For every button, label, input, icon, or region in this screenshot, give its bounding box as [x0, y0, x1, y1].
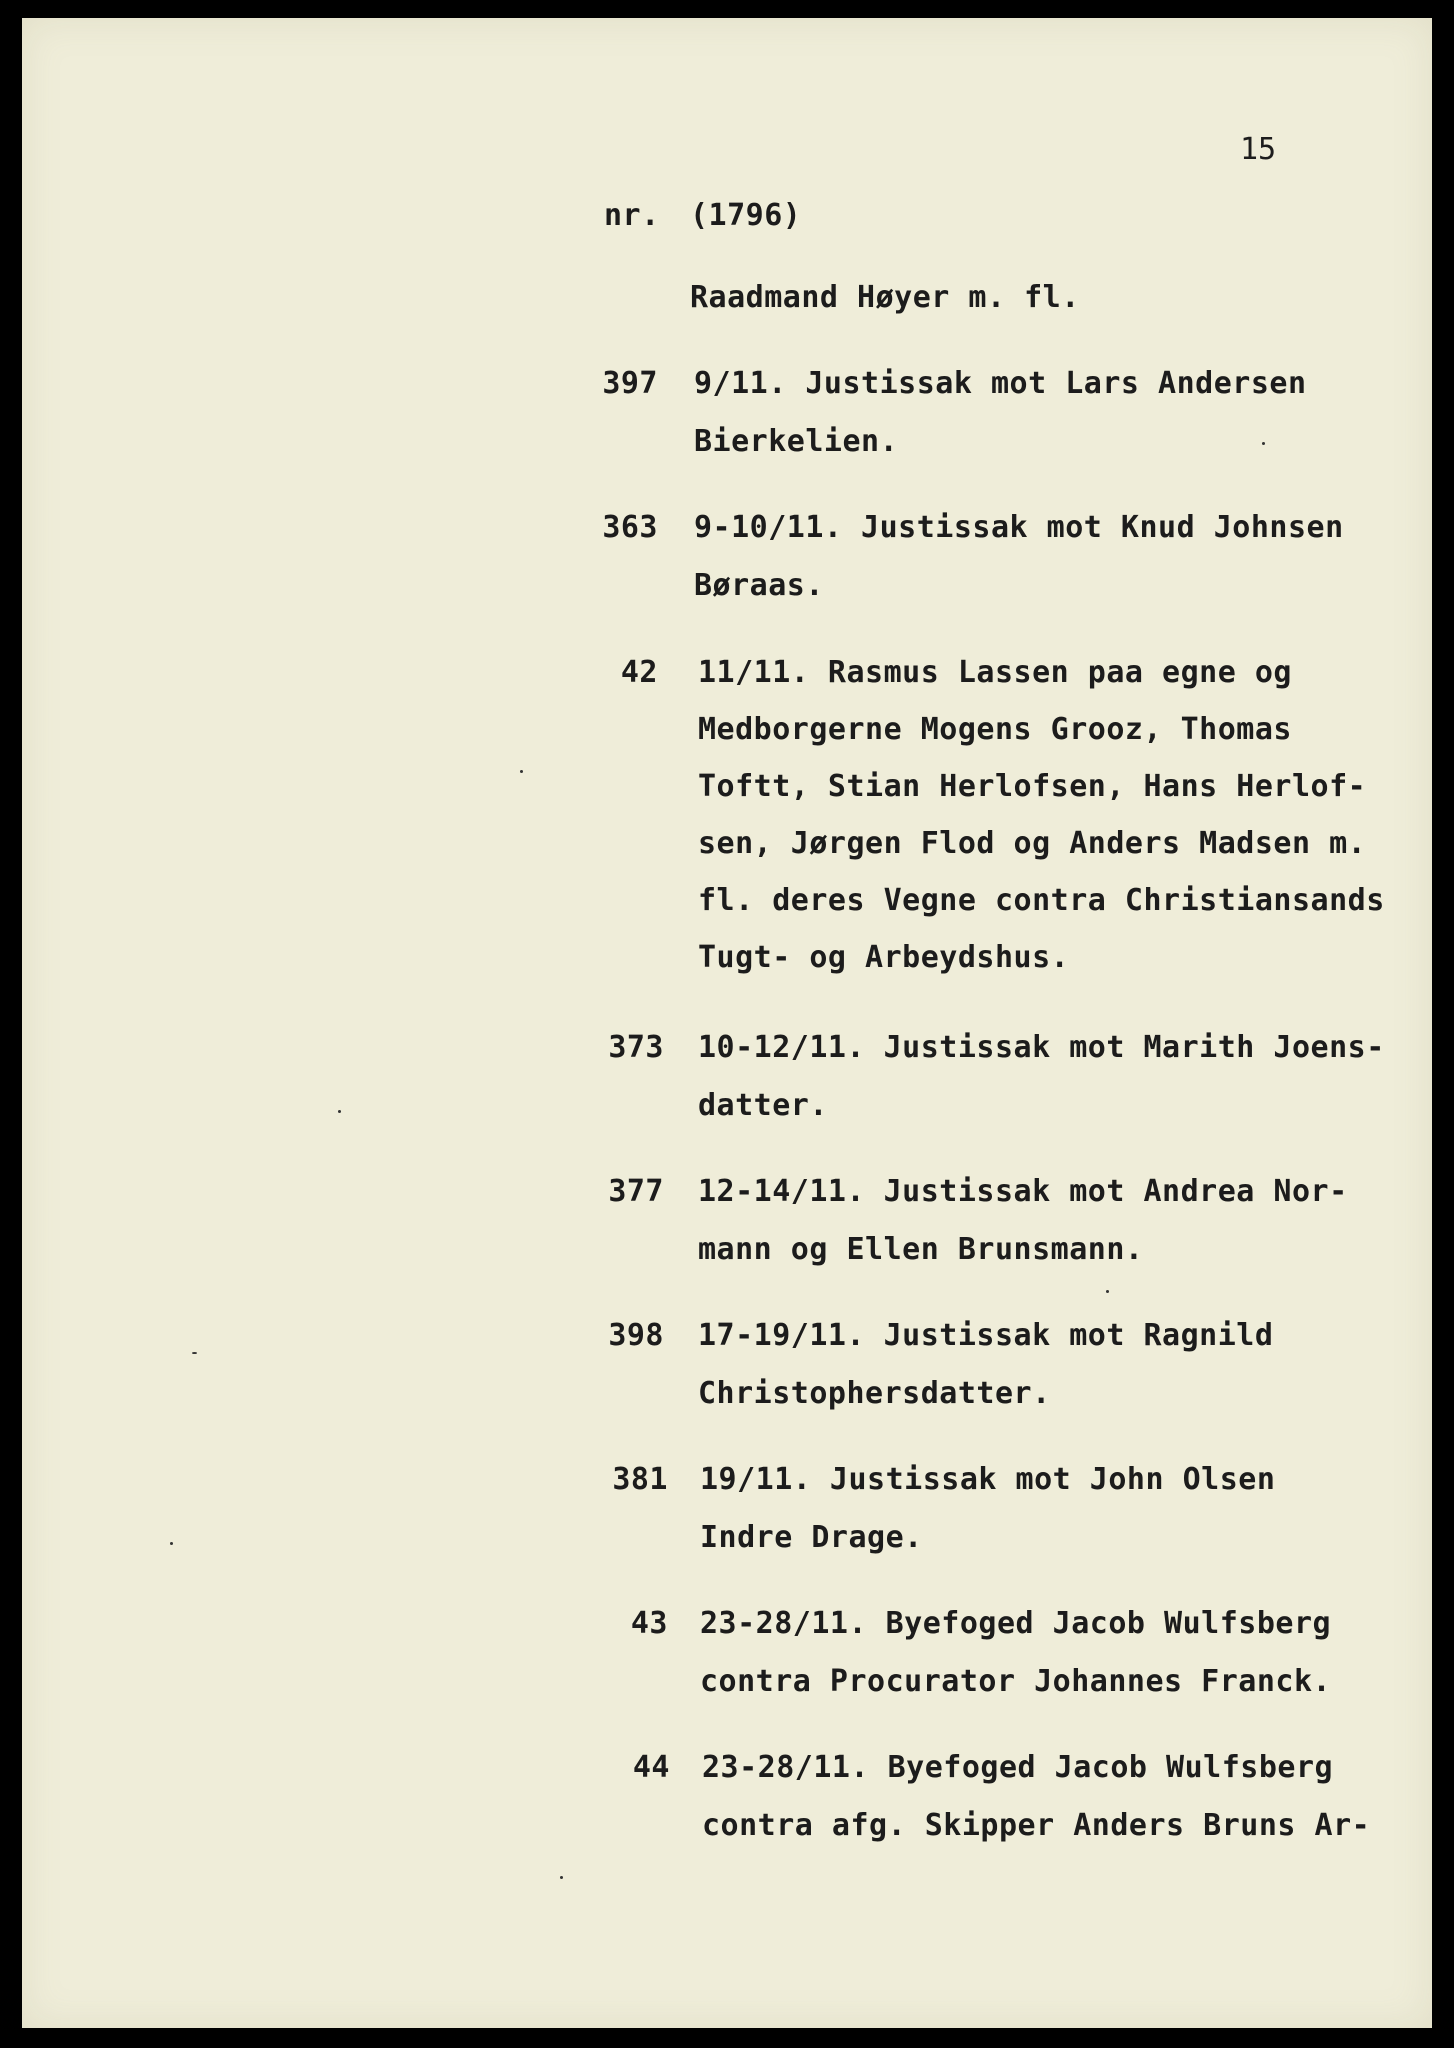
- entry-line: Børaas.: [694, 568, 824, 603]
- entry-line: contra Procurator Johannes Franck.: [700, 1664, 1332, 1699]
- scan-speck: [338, 1110, 341, 1113]
- entry-line: mann og Ellen Brunsmann.: [698, 1232, 1144, 1267]
- scan-speck: [170, 1542, 173, 1545]
- entry-line: 11/11. Rasmus Lassen paa egne og: [698, 655, 1292, 690]
- entry-line: 23-28/11. Byefoged Jacob Wulfsberg: [702, 1750, 1334, 1785]
- page-number: 15: [1240, 132, 1277, 167]
- entry-number: 381: [612, 1462, 668, 1497]
- entry-line: fl. deres Vegne contra Christiansands: [698, 883, 1385, 918]
- entry-line: 17-19/11. Justissak mot Ragnild: [698, 1318, 1274, 1353]
- scan-speck: [1262, 442, 1265, 445]
- entry-number: 42: [620, 655, 658, 690]
- entry-number: 377: [608, 1174, 664, 1209]
- entry-number: 398: [608, 1318, 664, 1353]
- entry-line: 23-28/11. Byefoged Jacob Wulfsberg: [700, 1606, 1332, 1641]
- entry-line: Bierkelien.: [694, 424, 899, 459]
- entry-line: sen, Jørgen Flod og Anders Madsen m.: [698, 826, 1367, 861]
- entry-number: 397: [602, 366, 658, 401]
- entry-line: 9-10/11. Justissak mot Knud Johnsen: [694, 510, 1344, 545]
- entry-line: datter.: [698, 1088, 828, 1123]
- scan-speck: [192, 1352, 197, 1354]
- entry-number: 363: [602, 510, 658, 545]
- scan-speck: [520, 770, 523, 773]
- entry-line: contra afg. Skipper Anders Bruns Ar-: [702, 1808, 1371, 1843]
- entry-line: 12-14/11. Justissak mot Andrea Nor-: [698, 1174, 1348, 1209]
- entry-number: 373: [608, 1030, 664, 1065]
- scan-speck: [560, 1876, 563, 1879]
- header-label: nr.: [604, 198, 660, 233]
- entry-line: 10-12/11. Justissak mot Marith Joens-: [698, 1030, 1385, 1065]
- entry-number: 43: [630, 1606, 668, 1641]
- entry-line: Toftt, Stian Herlofsen, Hans Herlof-: [698, 769, 1367, 804]
- entry-line: 19/11. Justissak mot John Olsen: [700, 1462, 1276, 1497]
- entry-line: 9/11. Justissak mot Lars Andersen: [694, 366, 1307, 401]
- header-year: (1796): [690, 198, 802, 233]
- entry-line: Medborgerne Mogens Grooz, Thomas: [698, 712, 1292, 747]
- entry-line: Christophersdatter.: [698, 1376, 1051, 1411]
- section-heading: Raadmand Høyer m. fl.: [690, 280, 1080, 315]
- entry-number: 44: [632, 1750, 670, 1785]
- document-page: [22, 18, 1432, 2028]
- entry-line: Indre Drage.: [700, 1520, 923, 1555]
- entry-line: Tugt- og Arbeydshus.: [698, 940, 1070, 975]
- scan-speck: [1106, 1290, 1109, 1293]
